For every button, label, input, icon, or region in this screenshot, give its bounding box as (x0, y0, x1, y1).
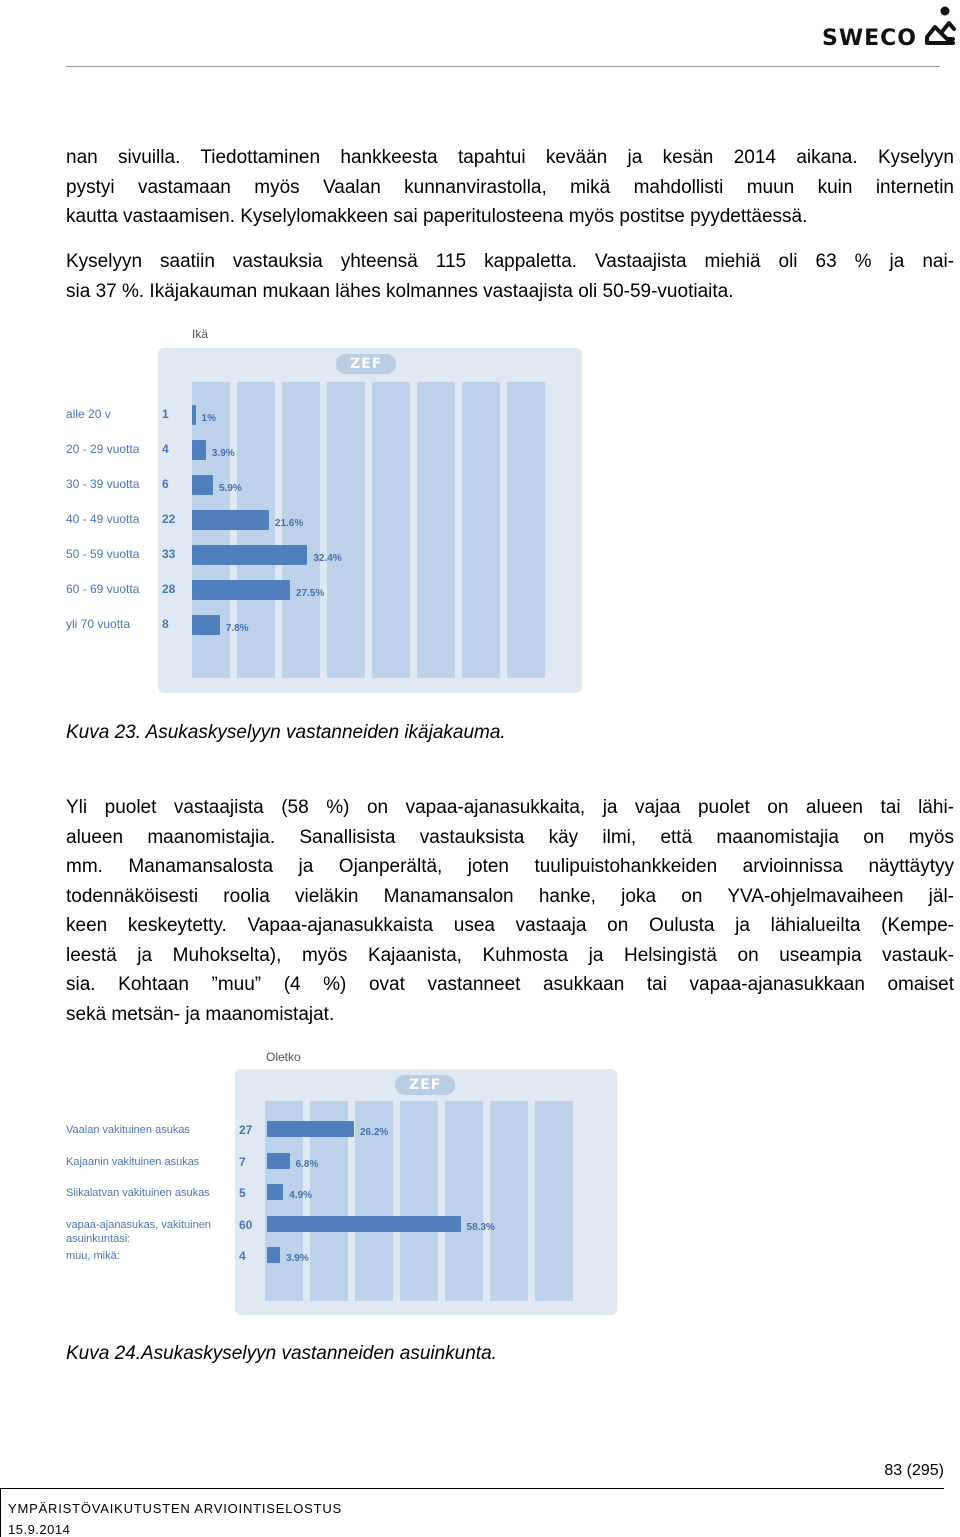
footer-document-title: YMPÄRISTÖVAIKUTUSTEN ARVIOINTISELOSTUS (8, 1501, 343, 1516)
paragraph-line: mm. Manamansalosta ja Ojanperältä, joten tuulipuistohankkeiden arvioinnissa näyttäytyy (66, 856, 954, 877)
paragraph-line: kautta vastaamisen. Kyselylomakkeen sai paperitulosteena myös postitse pyydettäessä. (66, 206, 808, 227)
figure-24-caption: Kuva 24.Asukaskyselyyn vastanneiden asuinkunta. (66, 1343, 497, 1364)
value-label: 32.4% (313, 553, 342, 564)
grid-column (445, 1101, 483, 1301)
paragraph-line: sia 37 %. Ikäjakauman mukaan lähes kolmannes vastaajista oli 50-59-vuotiaita. (66, 280, 734, 302)
count-label: 4 (162, 442, 169, 456)
bar (267, 1121, 354, 1137)
footer-date: 15.9.2014 (8, 1522, 71, 1537)
paragraph-line: todennäköisesti roolia vieläkin Manamansalon hanke, joka on YVA-ohjelmavaiheen jäl- (66, 885, 954, 907)
category-label: Vaalan vakituinen asukas (66, 1124, 190, 1136)
paragraph-line: alueen maanomistajia. Sanallisista vastauksista käy ilmi, että maanomistajia on myös (66, 826, 954, 848)
category-label: 50 - 59 vuotta (66, 547, 140, 561)
paragraph-line: sekä metsän- ja maanomistajat. (66, 1003, 335, 1025)
bar (192, 510, 269, 530)
value-label: 21.6% (274, 518, 304, 529)
footer-vertical-divider (0, 1488, 1, 1537)
grid-column (372, 382, 410, 678)
count-label: 7 (239, 1154, 246, 1169)
grid-column (400, 1101, 438, 1301)
bar (267, 1247, 280, 1263)
grid-column (462, 382, 500, 678)
category-label: vapaa-ajanasukas, vakituinen asuinkuntasi: (66, 1218, 211, 1245)
paragraph-3 (66, 793, 954, 1029)
category-label: 40 - 49 vuotta (66, 512, 140, 526)
bar (267, 1184, 283, 1200)
paragraph-1 (66, 143, 954, 232)
bar (192, 615, 220, 635)
paragraph-line: sia. Kohtaan ”muu” (4 %) ovat vastanneet asukkaan tai vapaa-ajanasukkaan omaiset (66, 974, 954, 995)
category-label: Kajaanin vakituinen asukas (66, 1155, 200, 1168)
sweco-figure-icon (923, 5, 957, 50)
logo-text: SWECO (822, 26, 917, 51)
bar (192, 405, 196, 425)
paragraph-line: nan sivuilla. Tiedottaminen hankkeesta tapahtui kevään ja kesän 2014 aikana. Kyselyyn (66, 147, 954, 168)
grid-column (417, 382, 455, 678)
footer-divider (0, 1488, 944, 1489)
bar (267, 1153, 290, 1169)
value-label: 5.9% (219, 483, 242, 494)
grid-column (282, 382, 320, 678)
paragraph-line: leestä ja Muhokselta), myös Kajaanista, Kuhmosta ja Helsingistä on useampia vastauk- (66, 944, 954, 966)
bar (192, 580, 290, 600)
category-label: 30 - 39 vuotta (66, 477, 140, 491)
value-label: 26.2% (359, 1127, 389, 1138)
value-label: 4.9% (289, 1190, 313, 1201)
category-label: alle 20 v (66, 407, 111, 421)
paragraph-line: Kyselyyn saatiin vastauksia yhteensä 115 kappaletta. Vastaajista miehiä oli 63 % ja nai- (66, 251, 954, 272)
grid-column (535, 1101, 573, 1301)
count-label: 33 (162, 547, 176, 561)
count-label: 4 (239, 1249, 246, 1263)
zef-logo: ZEF (336, 354, 396, 374)
paragraph-line: keen keskeytetty. Vapaa-ajanasukkaista usea vastaaja on Oulusta ja lähialueilta (Kempe- (66, 915, 954, 936)
paragraph-line: Yli puolet vastaajista (58 %) on vapaa-ajanasukkaita, ja vajaa puolet on alueen tai lähi- (66, 797, 954, 818)
value-label: 6.8% (295, 1158, 319, 1170)
bar (192, 440, 206, 460)
value-label: 1% (201, 413, 216, 424)
figure-23-caption: Kuva 23. Asukaskyselyyn vastanneiden ikäjakauma. (66, 722, 506, 743)
bar (267, 1216, 461, 1232)
sweco-logo (822, 8, 957, 50)
category-label: yli 70 vuotta (66, 617, 131, 631)
header-divider (66, 66, 940, 67)
count-label: 1 (162, 407, 169, 421)
grid-column (490, 1101, 528, 1301)
category-label: Siikalatvan vakituinen asukas (66, 1187, 210, 1199)
count-label: 60 (239, 1217, 253, 1232)
page-number: 83 (295) (884, 1462, 944, 1479)
chart-title-residence: Oletko (266, 1050, 301, 1064)
bar (192, 545, 307, 565)
count-label: 5 (239, 1186, 246, 1200)
bar (192, 475, 213, 495)
category-label: muu, mikä: (66, 1250, 120, 1262)
value-label: 3.9% (285, 1253, 309, 1264)
value-label: 3.9% (211, 448, 235, 459)
value-label: 27.5% (295, 588, 325, 599)
grid-column (507, 382, 545, 678)
paragraph-line: pystyi vastamaan myös Vaalan kunnanvirastolla, mikä mahdollisti muun kuin internetin (66, 176, 954, 198)
category-label: 20 - 29 vuotta (66, 442, 140, 456)
value-label: 58.3% (466, 1221, 495, 1233)
count-label: 22 (162, 512, 176, 526)
count-label: 27 (239, 1123, 253, 1137)
count-label: 6 (162, 477, 169, 491)
grid-column (327, 382, 365, 678)
zef-logo: ZEF (395, 1075, 455, 1095)
count-label: 8 (162, 617, 169, 631)
value-label: 7.8% (225, 623, 249, 634)
count-label: 28 (162, 582, 176, 596)
paragraph-2 (66, 247, 954, 306)
chart-title-age: Ikä (192, 327, 209, 341)
category-label: 60 - 69 vuotta (66, 582, 140, 596)
